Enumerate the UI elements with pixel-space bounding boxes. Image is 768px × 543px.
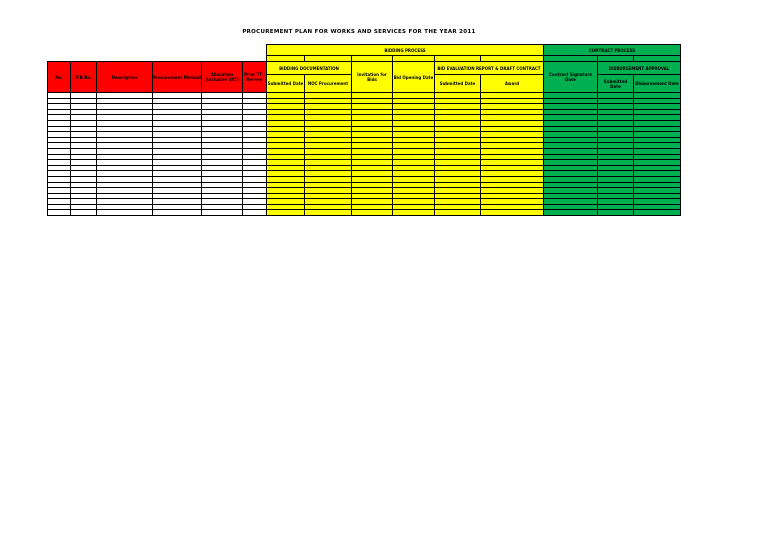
col-header-noc-procurement: NOC Procurement [305, 75, 352, 93]
table-cell[interactable] [305, 210, 352, 216]
table-cell[interactable] [435, 210, 481, 216]
table-cell[interactable] [352, 210, 393, 216]
col-header-bid-opening-date: Bid Opening Date [393, 62, 435, 93]
table-cell[interactable] [153, 210, 202, 216]
group-bid-evaluation: BID EVALUATION REPORT & DRAFT CONTRACT [435, 62, 544, 75]
col-header-invitation-for-bids: Invitation for Bids [352, 62, 393, 93]
table-cell[interactable] [71, 210, 97, 216]
group-bidding-process: BIDDING PROCESS [267, 45, 544, 56]
col-header-bd-submitted-date: Submitted Date [267, 75, 305, 93]
group-disbursement-approval: DISBURSEMENT APPROVAL [598, 62, 681, 75]
col-header-contract-signature-date: Contract Signature Date [544, 62, 598, 93]
table-cell[interactable] [393, 210, 435, 216]
col-header-prior-review: Prior TT / Review [243, 62, 267, 93]
table-cell[interactable] [48, 210, 71, 216]
col-header-procurement-method: Procurement Method [153, 62, 202, 93]
table-row [48, 210, 681, 216]
col-header-eval-submitted-date: Submitted Date [435, 75, 481, 93]
table-cell[interactable] [243, 210, 267, 216]
group-contract-process: CONTRACT PROCESS [544, 45, 681, 56]
col-header-ifb-no: IFB No. [71, 62, 97, 93]
procurement-plan-table [47, 44, 681, 216]
table-cell[interactable] [634, 210, 681, 216]
group-bidding-documentation: BIDDING DOCUMENTATION [267, 62, 352, 75]
table-cell[interactable] [481, 210, 544, 216]
table-cell[interactable] [544, 210, 598, 216]
table-cell[interactable] [267, 210, 305, 216]
table-cell[interactable] [598, 210, 634, 216]
table-cell[interactable] [97, 210, 153, 216]
col-header-description: Description [97, 62, 153, 93]
col-header-no: No. [48, 62, 71, 93]
blank-header-space [48, 45, 267, 56]
col-header-disb-submitted-date: Submitted Date [598, 75, 634, 93]
col-header-award: Award [481, 75, 544, 93]
col-header-allocation: Allocation (Inclusive VAT) [202, 62, 243, 93]
table-cell[interactable] [202, 210, 243, 216]
page-title: PROCUREMENT PLAN FOR WORKS AND SERVICES FOR THE YEAR 2011 [242, 29, 476, 35]
col-header-disbursement-date: Disbursement Date [634, 75, 681, 93]
